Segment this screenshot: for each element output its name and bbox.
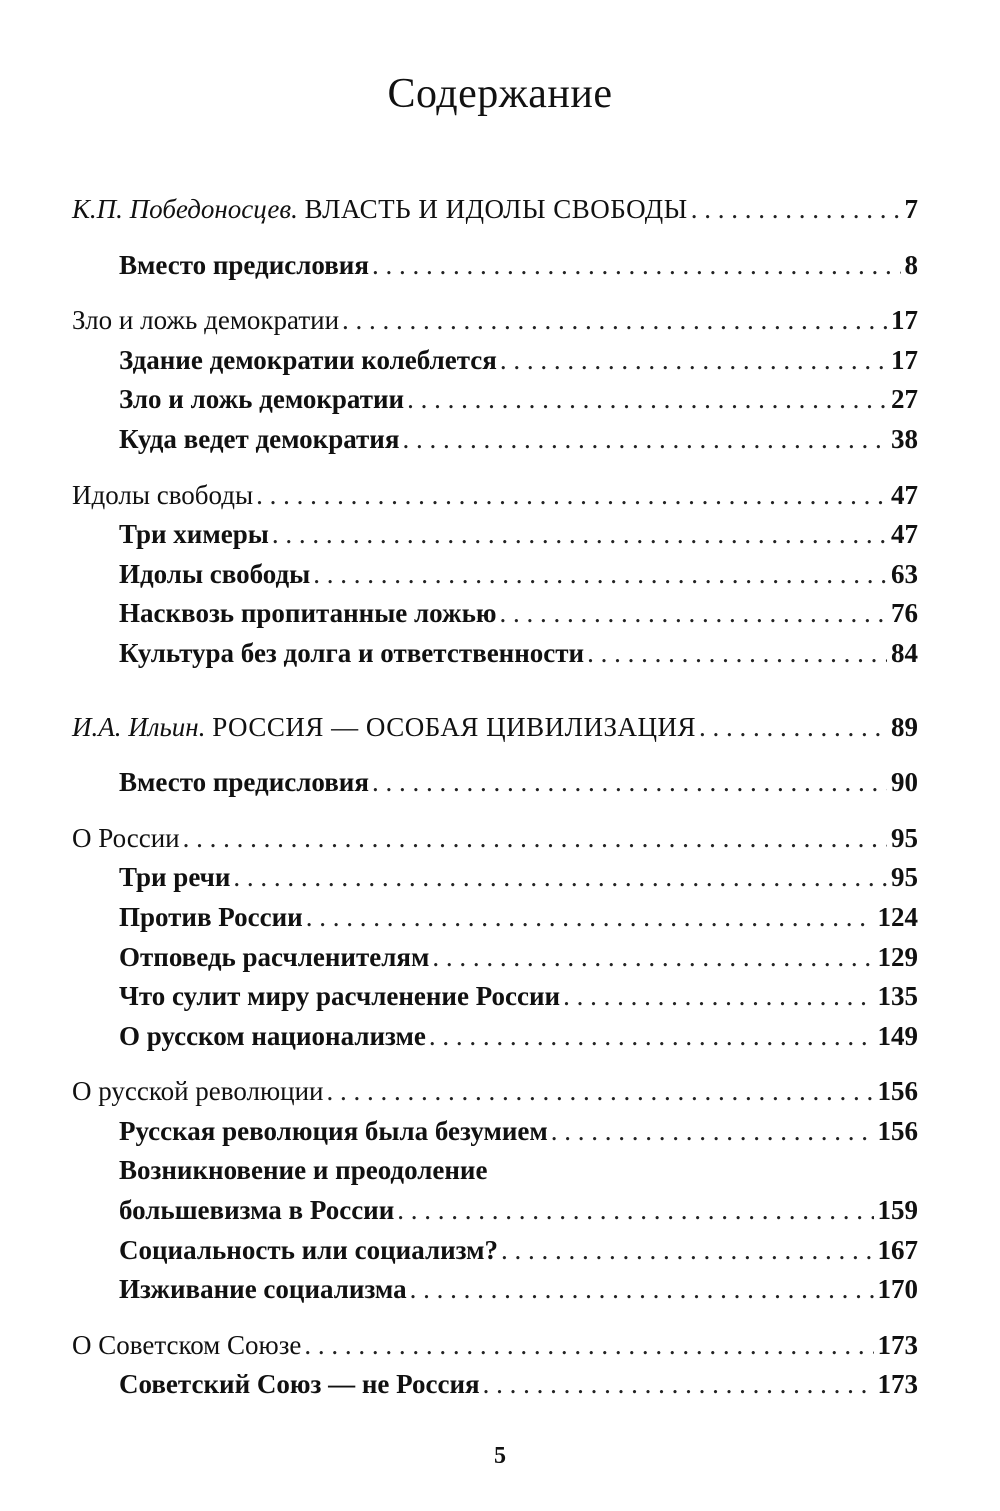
toc-item-label: Вместо предисловия	[119, 767, 369, 798]
dot-leader	[372, 246, 901, 286]
dot-leader	[501, 1231, 873, 1271]
toc-item-label: Три речи	[119, 862, 231, 893]
dot-leader	[587, 634, 887, 674]
page-ref: 156	[877, 1076, 918, 1107]
toc-item[interactable]	[72, 898, 918, 938]
page-ref: 7	[904, 194, 918, 224]
toc-item-label: Изживание социализма	[119, 1274, 407, 1305]
part-author: К.П. Победоносцев.	[72, 194, 298, 224]
page-ref: 47	[891, 519, 918, 550]
toc-item[interactable]	[72, 594, 918, 634]
page-ref: 156	[877, 1115, 918, 1146]
page-ref: 90	[891, 767, 918, 798]
toc-item-label: Идолы свободы	[119, 558, 311, 589]
dot-leader	[327, 1072, 874, 1112]
part-title: РОССИЯ — ОСОБАЯ ЦИВИЛИЗАЦИЯ	[212, 711, 696, 742]
toc-item[interactable]	[72, 1191, 918, 1231]
toc-item[interactable]	[72, 1017, 918, 1057]
toc-item[interactable]	[72, 1365, 918, 1405]
page-ref: 124	[877, 901, 918, 932]
dot-leader	[402, 420, 887, 460]
page-ref: 149	[877, 1020, 918, 1051]
dot-leader	[342, 301, 887, 341]
dot-leader	[304, 1326, 873, 1366]
page-ref: 159	[877, 1195, 918, 1226]
toc-item-label: Русская революция была безумием	[119, 1115, 548, 1146]
toc-item-label: Культура без долга и ответственности	[119, 637, 585, 668]
toc-section-label: О русской революции	[72, 1076, 324, 1107]
table-of-contents	[72, 190, 918, 1405]
toc-section[interactable]	[72, 1072, 918, 1112]
toc-item-label: большевизма в России	[119, 1195, 395, 1226]
page-ref: 47	[891, 479, 918, 510]
toc-item[interactable]	[72, 763, 918, 803]
part-title: ВЛАСТЬ И ИДОЛЫ СВОБОДЫ	[304, 194, 688, 224]
page-ref: 38	[891, 423, 918, 454]
toc-item[interactable]	[72, 420, 918, 460]
toc-item-label: Три химеры	[119, 519, 269, 550]
page-ref: 8	[904, 249, 918, 280]
toc-item[interactable]	[72, 858, 918, 898]
toc-part-pobedonostsev[interactable]	[72, 190, 918, 230]
dot-leader	[500, 594, 888, 634]
toc-section-label: Зло и ложь демократии	[72, 305, 340, 336]
dot-leader	[256, 476, 887, 516]
dot-leader	[432, 938, 873, 978]
toc-part-ilyin[interactable]	[72, 708, 918, 748]
toc-item[interactable]	[72, 1231, 918, 1271]
toc-item-label: Отповедь расчленителям	[119, 941, 430, 972]
toc-item[interactable]	[72, 380, 918, 420]
toc-item-label: Против России	[119, 901, 303, 932]
toc-item-label-line1: Возникновение и преодоление	[119, 1155, 488, 1186]
dot-leader	[272, 515, 887, 555]
toc-item[interactable]	[72, 1270, 918, 1310]
dot-leader	[397, 1191, 873, 1231]
dot-leader	[407, 380, 887, 420]
toc-item-label: Советский Союз — не Россия	[119, 1369, 480, 1400]
page-ref: 76	[891, 598, 918, 629]
dot-leader	[233, 858, 887, 898]
dot-leader	[372, 763, 887, 803]
page-title: Содержание	[387, 71, 613, 117]
page-ref: 84	[891, 637, 918, 668]
toc-section[interactable]	[72, 1326, 918, 1366]
dot-leader	[500, 341, 887, 381]
toc-section-label: Идолы свободы	[72, 479, 254, 510]
toc-item[interactable]	[72, 555, 918, 595]
toc-item-label: Вместо предисловия	[119, 249, 369, 280]
page-ref: 89	[891, 711, 918, 742]
dot-leader	[313, 555, 887, 595]
toc-section-label: О Советском Союзе	[72, 1329, 302, 1360]
toc-item[interactable]	[72, 341, 918, 381]
part-author: И.А. Ильин.	[72, 711, 206, 742]
toc-item-label: Социальность или социализм?	[119, 1234, 499, 1265]
page-ref: 17	[891, 344, 918, 375]
page-ref: 135	[877, 981, 918, 1012]
toc-item-label: Насквозь пропитанные ложью	[119, 598, 497, 629]
dot-leader	[483, 1365, 874, 1405]
toc-item-label: О русском национализме	[119, 1020, 426, 1051]
dot-leader	[183, 819, 887, 859]
toc-item-label: Что сулит миру расчленение России	[119, 981, 561, 1012]
dot-leader	[410, 1270, 874, 1310]
page-ref: 167	[877, 1234, 918, 1265]
dot-leader	[699, 708, 887, 748]
dot-leader	[551, 1112, 874, 1152]
toc-section[interactable]	[72, 819, 918, 859]
dot-leader	[691, 190, 901, 230]
dot-leader	[563, 977, 873, 1017]
page-ref: 17	[891, 305, 918, 336]
toc-item-label: Куда ведет демократия	[119, 423, 400, 454]
toc-section[interactable]	[72, 301, 918, 341]
page-ref: 173	[877, 1369, 918, 1400]
toc-item[interactable]	[72, 246, 918, 286]
toc-section[interactable]	[72, 476, 918, 516]
toc-item-label: Зло и ложь демократии	[119, 384, 405, 415]
page-ref: 63	[891, 558, 918, 589]
toc-item[interactable]	[72, 1112, 918, 1152]
dot-leader	[429, 1017, 874, 1057]
toc-item-label: Здание демократии колеблется	[119, 344, 497, 375]
page-ref: 173	[877, 1329, 918, 1360]
toc-item[interactable]	[72, 977, 918, 1017]
page-ref: 170	[877, 1274, 918, 1305]
page-ref: 95	[891, 862, 918, 893]
page-number: 5	[494, 1443, 506, 1469]
page-ref: 27	[891, 384, 918, 415]
toc-item[interactable]	[72, 634, 918, 674]
toc-item[interactable]	[72, 938, 918, 978]
toc-section-label: О России	[72, 822, 180, 853]
toc-item[interactable]	[72, 515, 918, 555]
page-ref: 95	[891, 822, 918, 853]
dot-leader	[306, 898, 874, 938]
page-ref: 129	[877, 941, 918, 972]
